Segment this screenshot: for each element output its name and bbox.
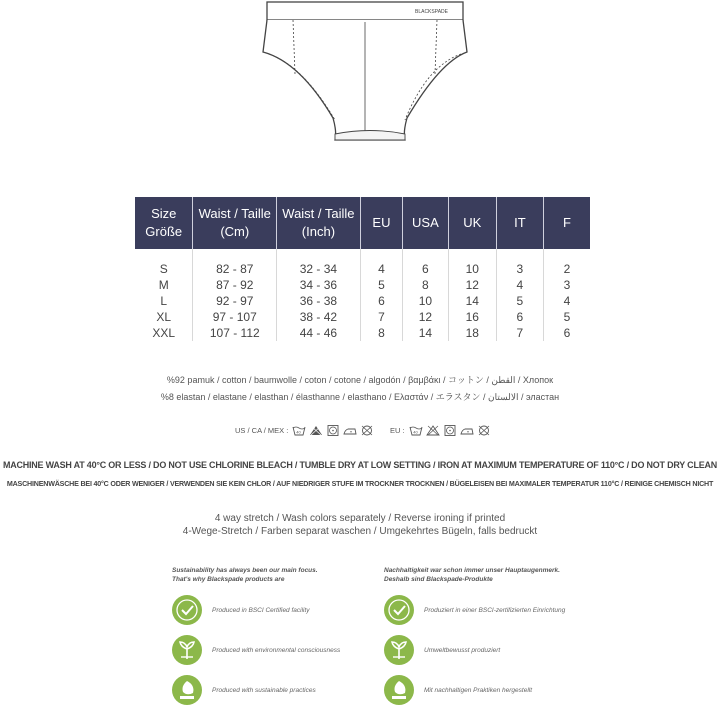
no-dry-clean-icon <box>477 425 491 436</box>
care-eu-label: EU : <box>390 426 405 435</box>
sustainability-de <box>384 566 584 710</box>
waistband-brand: BLACKSPADE <box>415 9 448 15</box>
care-instructions-en: MACHINE WASH AT 40°C OR LESS / DO NOT USE CHLORINE BLEACH / TUMBLE DRY AT LOW SETTING / IRON AT MAXIMUM TEMPERATURE OF 110°C / DO NOT DRY CLEAN <box>2 460 718 470</box>
care-us-label: US / CA / MEX : <box>235 426 289 435</box>
sustainability-heading-de: Nachhaltigkeit war schon immer unser Hauptaugenmerk. Deshalb sind Blackspade-Produkte <box>384 567 560 583</box>
composition-elastane: %8 elastan / elastane / elasthan / élasthanne / elasthano / Ελαστάν / エラスタン / الالستان / эластан <box>160 392 560 402</box>
wash-40-icon <box>409 425 423 436</box>
sustainability-item-sustainable: Mit nachhaltigen Praktiken hergestellt <box>384 670 584 710</box>
bsci-icon <box>384 595 414 625</box>
no-bleach-icon <box>309 425 323 436</box>
svg-text:40: 40 <box>296 429 302 435</box>
header-uk: UK <box>448 197 496 249</box>
header-waist-cm: Waist / Taille (Cm) <box>193 197 277 249</box>
composition-cotton: %92 pamuk / cotton / baumwolle / coton / cotone / algodón / βαμβάκι / コットン / القطن / Хлопок <box>166 375 554 385</box>
svg-text:40: 40 <box>412 429 418 435</box>
sustainability-item-environment: Produced with environmental consciousness <box>172 630 362 670</box>
leaf-icon <box>384 635 414 665</box>
eco-icon <box>384 675 414 705</box>
table-row: S 82 - 87 32 - 34 4 6 10 3 2 <box>135 249 590 277</box>
care-instructions-de: MASCHINENWÄSCHE BEI 40°C ODER WENIGER / VERWENDEN SIE KEIN CHLOR / AUF NIEDRIGER STUFE IM TROCKNER TROCKNEN / BÜGELEISEN BEI MAXIMALER TEMPERATUR 110°C / REINIGE CHEMISCH NICHT <box>6 480 714 488</box>
table-row: L 92 - 97 36 - 38 6 10 14 5 4 <box>135 293 590 309</box>
header-waist-inch: Waist / Taille (Inch) <box>277 197 361 249</box>
sustainability-heading-en: Sustainability has always been our main focus. That's why Blackspade products are <box>172 567 318 583</box>
header-eu: EU <box>360 197 402 249</box>
header-it: IT <box>496 197 543 249</box>
features-en: 4 way stretch / Wash colors separately / Reverse ironing if printed <box>214 513 506 524</box>
header-f: F <box>543 197 590 249</box>
sustainability-item-bsci: Produziert in einer BSCI-zertifizierten Einrichtung <box>384 590 584 630</box>
leaf-icon <box>172 635 202 665</box>
header-size: Size Größe <box>135 197 193 249</box>
size-table <box>135 197 590 341</box>
bsci-icon <box>172 595 202 625</box>
iron-low-icon <box>343 425 357 436</box>
no-dry-clean-icon <box>360 425 374 436</box>
iron-low-icon <box>460 425 474 436</box>
features-de: 4-Wege-Stretch / Farben separat waschen / Umgekehrtes Bügeln, falls bedruckt <box>182 526 538 537</box>
table-row: XL 97 - 107 38 - 42 7 12 16 6 5 <box>135 309 590 325</box>
header-usa: USA <box>403 197 449 249</box>
tumble-dry-low-icon <box>326 425 340 436</box>
table-row: XXL 107 - 112 44 - 46 8 14 18 7 6 <box>135 325 590 341</box>
wash-40-icon <box>292 425 306 436</box>
brief-illustration <box>255 0 475 150</box>
sustainability-item-bsci: Produced in BSCI Certified facility <box>172 590 362 630</box>
sustainability-en <box>172 566 362 710</box>
size-table-header <box>135 197 590 249</box>
tumble-dry-low-icon <box>443 425 457 436</box>
sustainability-item-sustainable: Produced with sustainable practices <box>172 670 362 710</box>
care-symbols-us <box>235 425 374 436</box>
eco-icon <box>172 675 202 705</box>
sustainability-item-environment: Umweltbewusst produziert <box>384 630 584 670</box>
no-bleach-icon <box>426 425 440 436</box>
table-row: M 87 - 92 34 - 36 5 8 12 4 3 <box>135 277 590 293</box>
care-symbols-eu <box>390 425 491 436</box>
